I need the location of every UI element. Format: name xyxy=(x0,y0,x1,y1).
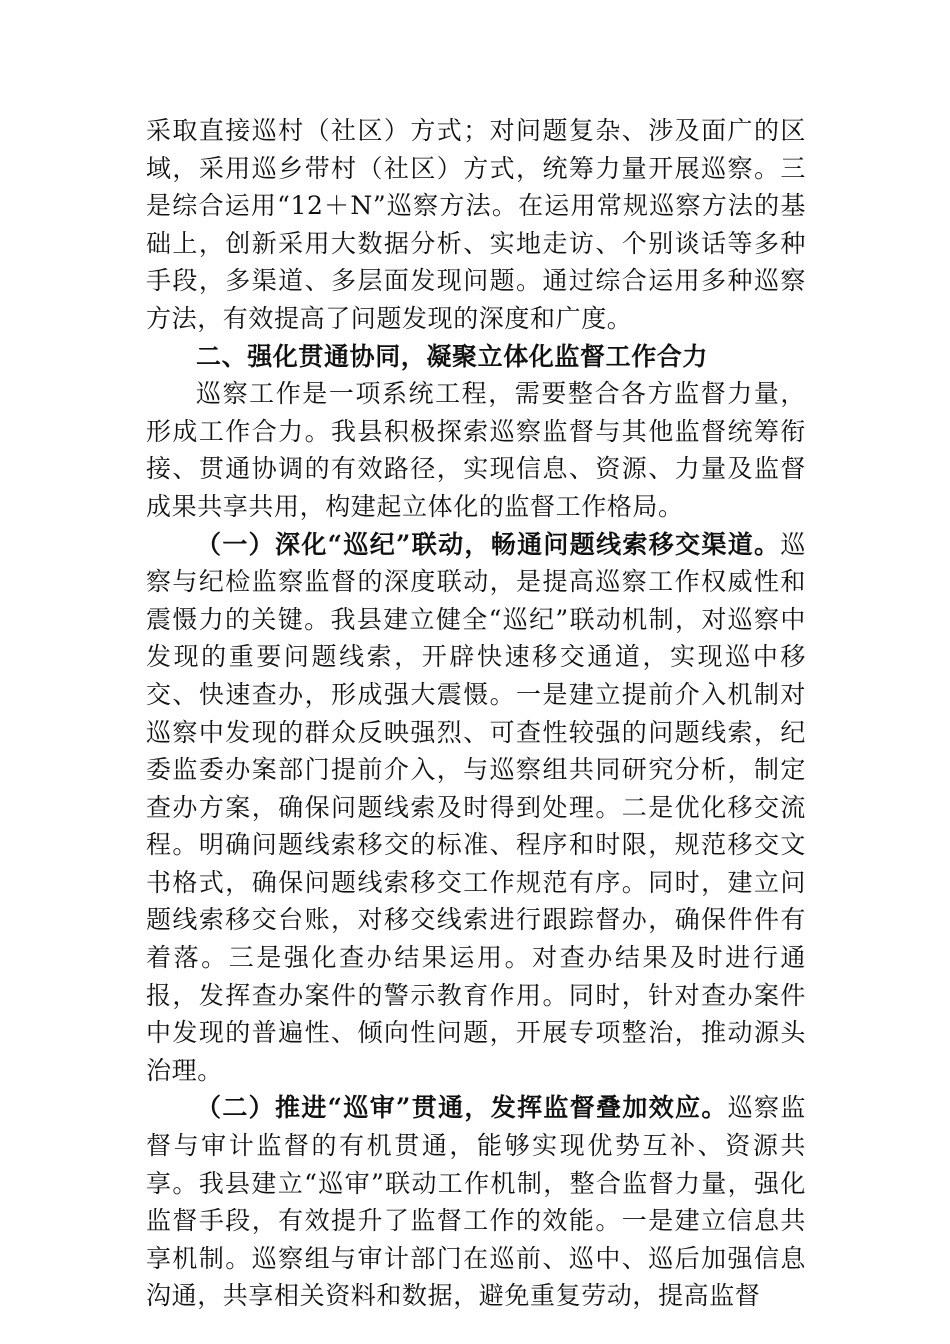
document-page xyxy=(146,112,806,1315)
paragraph-continuation: 采取直接巡村（社区）方式；对问题复杂、涉及面广的区域，采用巡乡带村（社区）方式，统筹力量开展巡察。三是综合运用“12＋N”巡察方法。在运用常规巡察方法的基础上，创新采用大数据分析、实地走访、个别谈话等多种手段，多渠道、多层面发现问题。通过综合运用多种巡察方法，有效提高了问题发现的深度和广度。 xyxy=(146,116,806,333)
section-heading: 二、强化贯通协同，凝聚立体化监督工作合力 xyxy=(196,341,709,371)
subsection-1-body: 巡察与纪检监察监督的深度联动，是提高巡察工作权威性和震慑力的关键。我县建立健全“巡纪”联动机制，对巡察中发现的重要问题线索，开辟快速移交通道，实现巡中移交、快速查办，形成强大震慑。一是建立提前介入机制对巡察中发现的群众反映强烈、可查性较强的问题线索，纪委监委办案部门提前介入，与巡察组共同研究分析，制定查办方案，确保问题线索及时得到处理。二是优化移交流程。明确问题线索移交的标准、程序和时限，规范移交文书格式，确保问题线索移交工作规范有序。同时，建立问题线索移交台账，对移交线索进行跟踪督办，确保件件有着落。三是强化查办结果运用。对查办结果及时进行通报，发挥查办案件的警示教育作用。同时，针对查办案件中发现的普遍性、倾向性问题，开展专项整治，推动源头治理。 xyxy=(146,529,806,1085)
subsection-2-title: （二）推进“巡审”贯通，发挥监督叠加效应。 xyxy=(196,1093,728,1123)
paragraph-intro: 巡察工作是一项系统工程，需要整合各方监督力量，形成工作合力。我县积极探索巡察监督与其他监督统筹衔接、贯通协调的有效路径，实现信息、资源、力量及监督成果共享共用，构建起立体化的监督工作格局。 xyxy=(146,379,806,521)
paragraph-subsection-2 xyxy=(146,1089,806,1315)
subsection-2-body: 巡察监督与审计监督的有机贯通，能够实现优势互补、资源共享。我县建立“巡审”联动工作机制，整合监督力量，强化监督手段，有效提升了监督工作的效能。一是建立信息共享机制。巡察组与审计部门在巡前、巡中、巡后加强信息沟通，共享相关资料和数据，避免重复劳动，提高监督 xyxy=(146,1093,806,1311)
subsection-1-title: （一）深化“巡纪”联动，畅通问题线索移交渠道。 xyxy=(196,529,781,559)
paragraph-subsection-1 xyxy=(146,526,806,1090)
